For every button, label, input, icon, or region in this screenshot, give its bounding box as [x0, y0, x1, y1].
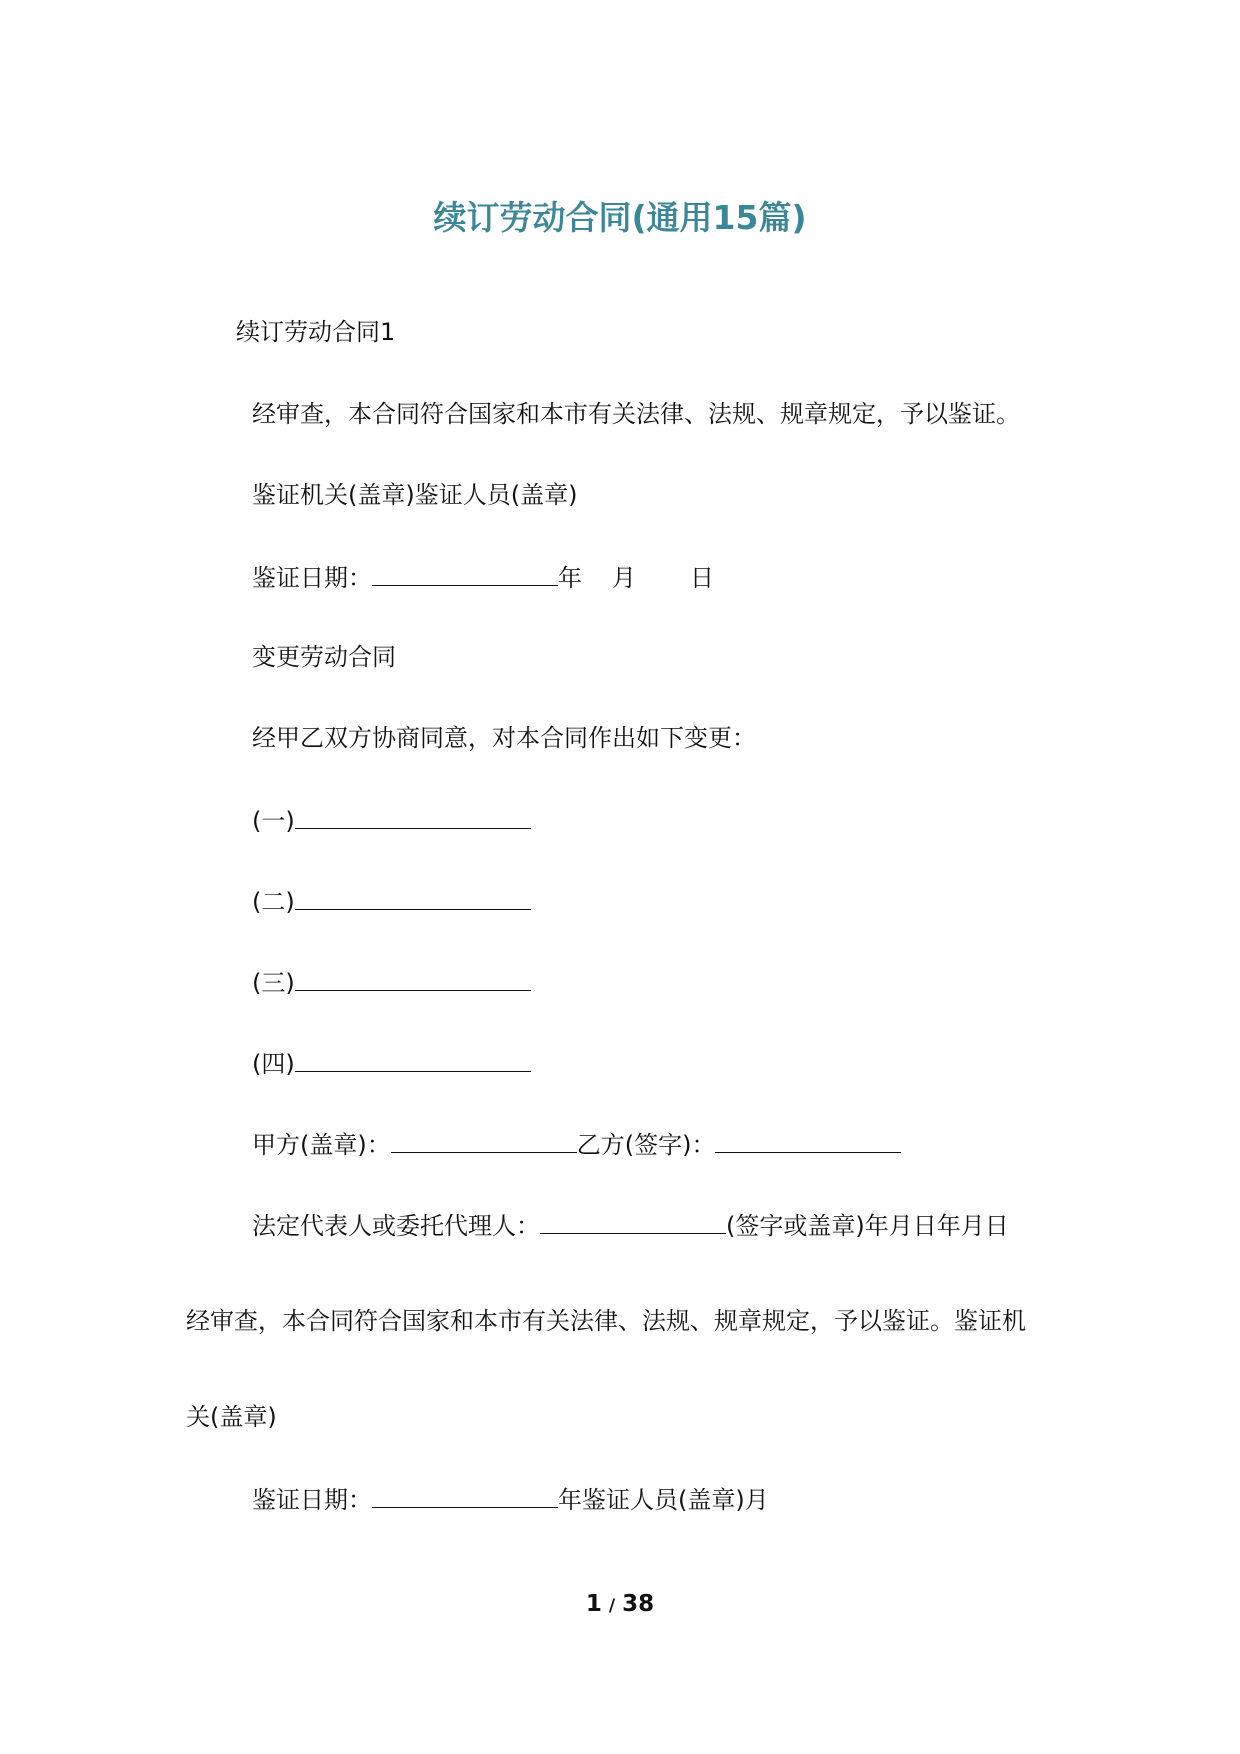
parties-signature-line: [252, 1126, 901, 1162]
authority-line: 鉴证机关(盖章)鉴证人员(盖章): [252, 481, 578, 509]
legal-rep-suffix: (签字或盖章)年月日年月日: [726, 1212, 1009, 1240]
verify-date-label-2: 鉴证日期：: [252, 1486, 372, 1514]
month-label: 月: [612, 564, 636, 592]
total-pages: 38: [622, 1591, 655, 1617]
year-label: 年: [558, 564, 582, 592]
section-heading: 续订劳动合同1: [236, 318, 396, 346]
change-item-label: (三): [252, 969, 295, 997]
party-b-label: 乙方(签字)：: [576, 1131, 716, 1159]
page-separator: /: [608, 1596, 616, 1616]
document-title: 续订劳动合同(通用15篇): [433, 198, 807, 237]
review-paragraph-2-line-2: 关(盖章): [186, 1403, 277, 1431]
review-paragraph-2-line-1: 经审查，本合同符合国家和本市有关法律、法规、规章规定，予以鉴证。鉴证机: [186, 1307, 1026, 1335]
verify-date-blank: [372, 559, 558, 586]
review-paragraph: 经审查，本合同符合国家和本市有关法律、法规、规章规定，予以鉴证。: [252, 400, 1020, 428]
verify-date-suffix-2: 年鉴证人员(盖章)月: [558, 1486, 769, 1514]
change-item-label: (二): [252, 888, 295, 916]
legal-rep-label: 法定代表人或委托代理人：: [252, 1212, 540, 1240]
change-heading: 变更劳动合同: [252, 643, 396, 671]
legal-rep-line: [252, 1207, 1009, 1243]
party-a-blank: [391, 1126, 577, 1153]
change-item-blank: [295, 802, 531, 829]
change-item-blank: [295, 1045, 531, 1072]
change-intro: 经甲乙双方协商同意，对本合同作出如下变更：: [252, 724, 756, 752]
change-item-label: (一): [252, 807, 295, 835]
change-item-blank: [295, 964, 531, 991]
change-item-blank: [295, 883, 531, 910]
page-number: [0, 1589, 1240, 1621]
party-b-blank: [715, 1126, 901, 1153]
change-item-2: [252, 883, 531, 919]
change-item-3: [252, 964, 531, 1000]
change-item-label: (四): [252, 1050, 295, 1078]
current-page: 1: [585, 1591, 602, 1617]
verify-date-label: 鉴证日期：: [252, 564, 372, 592]
verify-date-blank-2: [372, 1481, 558, 1508]
party-a-label: 甲方(盖章)：: [252, 1131, 391, 1159]
change-item-4: [252, 1045, 531, 1081]
change-item-1: [252, 802, 531, 838]
verify-date-line-2: [252, 1481, 769, 1517]
day-label: 日: [690, 564, 714, 592]
legal-rep-blank: [540, 1207, 726, 1234]
verify-date-line: [252, 559, 714, 595]
